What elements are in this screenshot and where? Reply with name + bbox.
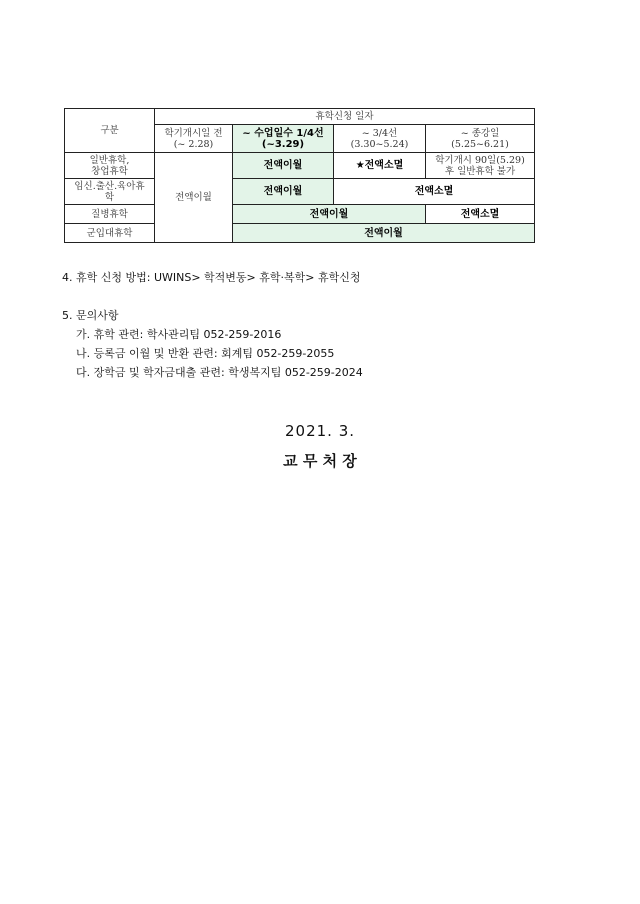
col-before-start-title: 학기개시일 전 — [164, 127, 223, 139]
inquiry-item-leave: 가. 휴학 관련: 학사관리팀 052-259-2016 — [76, 328, 282, 341]
header-period: 휴학신청 일자 — [155, 109, 535, 125]
cell-military-carryover: 전액이월 — [233, 224, 535, 243]
row-illness-leave: 질병휴학 — [65, 205, 155, 224]
document-date: 2021. 3. — [284, 422, 356, 440]
col-quarter-title: ~ 수업일수 1/4선 — [242, 127, 324, 139]
inquiry-item-scholarship: 다. 장학금 및 학자금대출 관련: 학생복지팀 052-259-2024 — [76, 366, 363, 379]
col-end — [426, 125, 535, 153]
row-general-leave — [65, 153, 155, 179]
row-parental-leave-line2: 학 — [104, 191, 115, 203]
cell-general-three-quarter: ★전액소멸 — [334, 153, 426, 179]
cell-before-start-all: 전액이월 — [155, 153, 233, 243]
section-apply-method: 4. 휴학 신청 방법: UWINS> 학적변동> 휴학·복학> 휴학신청 — [62, 271, 361, 284]
col-end-date: (5.25~6.21) — [451, 138, 509, 150]
col-before-start — [155, 125, 233, 153]
col-quarter — [233, 125, 334, 153]
leave-refund-table — [64, 108, 535, 243]
col-end-title: ~ 종강일 — [460, 127, 500, 139]
row-parental-leave — [65, 179, 155, 205]
issuer-signature: 교 무 처 장 — [283, 452, 357, 470]
row-general-leave-line2: 창업휴학 — [91, 165, 128, 177]
col-three-quarter — [334, 125, 426, 153]
cell-general-end-line1: 학기개시 90일(5.29) — [435, 154, 525, 166]
row-military-leave: 군입대휴학 — [65, 224, 155, 243]
row-general-leave-line1: 일반휴학, — [89, 154, 130, 166]
col-quarter-date: (~3.29) — [261, 138, 305, 150]
col-three-quarter-title: ~ 3/4선 — [361, 127, 398, 139]
section-inquiry-title: 5. 문의사항 — [62, 309, 119, 322]
cell-parental-quarter: 전액이월 — [233, 179, 334, 205]
cell-general-end — [426, 153, 535, 179]
header-category: 구분 — [65, 109, 155, 153]
cell-illness-end: 전액소멸 — [426, 205, 535, 224]
cell-illness-carryover: 전액이월 — [233, 205, 426, 224]
cell-parental-rest: 전액소멸 — [334, 179, 535, 205]
col-before-start-date: (~ 2.28) — [173, 138, 214, 150]
cell-general-quarter: 전액이월 — [233, 153, 334, 179]
col-three-quarter-date: (3.30~5.24) — [350, 138, 409, 150]
cell-general-end-line2: 후 일반휴학 불가 — [444, 165, 516, 177]
row-parental-leave-line1: 임신.출산.육아휴 — [74, 180, 145, 192]
inquiry-item-tuition: 나. 등록금 이월 및 반환 관련: 회계팀 052-259-2055 — [76, 347, 335, 360]
